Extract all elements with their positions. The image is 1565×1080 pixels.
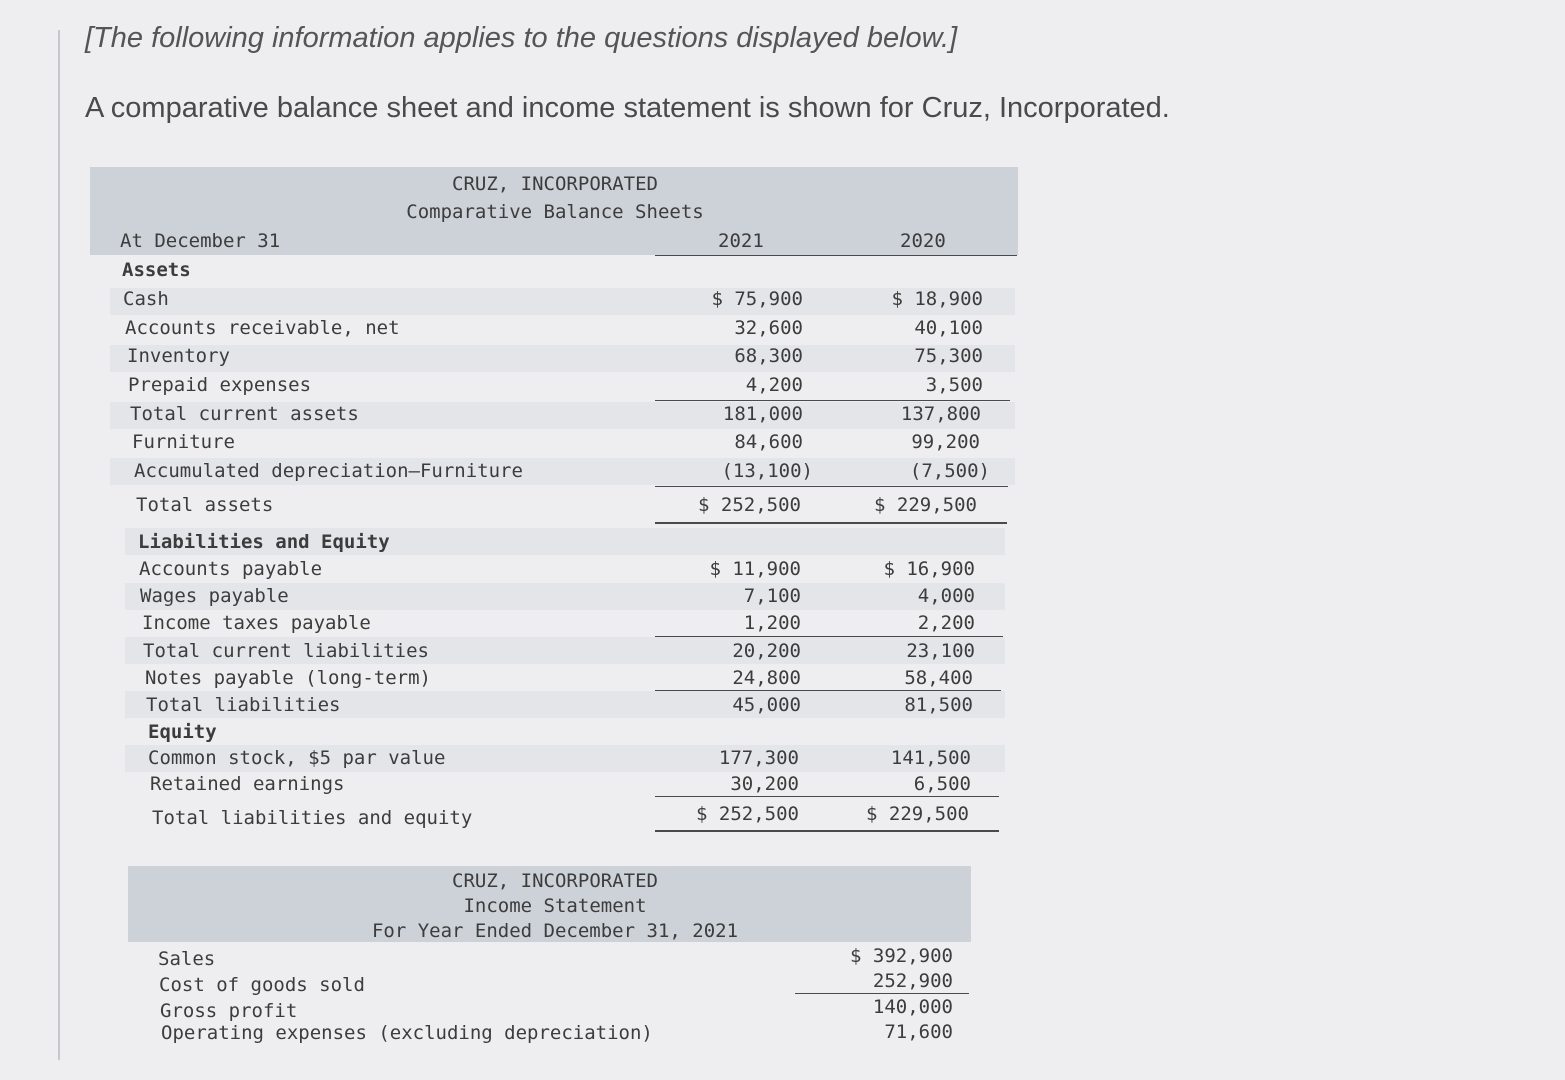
total-rule [655, 522, 1007, 524]
tca-label: Total current assets [130, 403, 359, 425]
equity-heading: Equity [148, 721, 217, 743]
balance-sheet-company: CRUZ, INCORPORATED [452, 173, 658, 195]
cash-2021: $ 75,900 [711, 288, 803, 310]
cogs-label: Cost of goods sold [159, 974, 365, 996]
inventory-label: Inventory [127, 345, 230, 367]
income-statement-period: For Year Ended December 31, 2021 [371, 920, 739, 942]
tl-label: Total liabilities [146, 694, 341, 716]
wages-2021: 7,100 [743, 585, 801, 607]
col-2021-header: 2021 [718, 230, 764, 252]
income-statement-title: Income Statement [463, 895, 647, 917]
tl-2020: 81,500 [904, 694, 973, 716]
tle-2021: $ 252,500 [696, 803, 799, 825]
row-stripe [110, 288, 1015, 315]
total-assets-label: Total assets [136, 494, 274, 516]
row-stripe [110, 345, 1015, 372]
cogs-value: 252,900 [872, 970, 953, 992]
opex-label: Operating expenses (excluding depreciation) [161, 1022, 653, 1044]
cs-2020: 141,500 [890, 747, 971, 769]
tcl-2021: 20,200 [732, 640, 801, 662]
notes-2020: 58,400 [904, 667, 973, 689]
re-2020: 6,500 [913, 773, 971, 795]
accdep-2021: (13,100) [721, 460, 813, 482]
cs-label: Common stock, $5 par value [148, 747, 446, 769]
subtotal-rule [655, 636, 1003, 637]
accdep-2020: (7,500) [909, 460, 990, 482]
tle-label: Total liabilities and equity [152, 807, 473, 829]
furniture-2020: 99,200 [911, 431, 980, 453]
header-rule [655, 255, 1017, 256]
inventory-2021: 68,300 [734, 345, 803, 367]
prepaid-2020: 3,500 [925, 374, 983, 396]
intro-note: [The following information applies to the questions displayed below.] [85, 22, 958, 54]
subtotal-rule [655, 690, 1001, 691]
cs-2021: 177,300 [718, 747, 799, 769]
ap-2020: $ 16,900 [883, 558, 975, 580]
tca-2020: 137,800 [900, 403, 981, 425]
balance-sheet-title: Comparative Balance Sheets [406, 201, 704, 223]
notes-2021: 24,800 [732, 667, 801, 689]
opex-value: 71,600 [884, 1021, 953, 1043]
taxes-2020: 2,200 [917, 612, 975, 634]
total-assets-2021: $ 252,500 [698, 494, 801, 516]
lead-sentence: A comparative balance sheet and income statement is shown for Cruz, Incorporated. [85, 92, 1170, 124]
furniture-2021: 84,600 [734, 431, 803, 453]
furniture-label: Furniture [132, 431, 235, 453]
subtotal-rule [795, 993, 969, 994]
cash-label: Cash [123, 288, 169, 310]
period-label: At December 31 [120, 230, 281, 252]
subtotal-rule [655, 400, 1010, 401]
liabilities-equity-heading: Liabilities and Equity [138, 531, 390, 553]
total-assets-2020: $ 229,500 [874, 494, 977, 516]
sales-label: Sales [158, 948, 216, 970]
subtotal-rule [655, 796, 999, 797]
col-2020-header: 2020 [900, 230, 946, 252]
tle-2020: $ 229,500 [866, 803, 969, 825]
inventory-2020: 75,300 [914, 345, 983, 367]
gross-profit-label: Gross profit [160, 1000, 298, 1022]
ar-2020: 40,100 [914, 317, 983, 339]
accdep-label: Accumulated depreciation—Furniture [134, 460, 523, 482]
tl-2021: 45,000 [732, 694, 801, 716]
taxes-2021: 1,200 [743, 612, 801, 634]
tcl-2020: 23,100 [906, 640, 975, 662]
gross-profit-value: 140,000 [872, 996, 953, 1018]
subtotal-rule [655, 486, 1008, 487]
prepaid-label: Prepaid expenses [128, 374, 312, 396]
total-rule [655, 830, 999, 832]
income-statement-company: CRUZ, INCORPORATED [452, 870, 658, 892]
wages-2020: 4,000 [917, 585, 975, 607]
tca-2021: 181,000 [722, 403, 803, 425]
re-label: Retained earnings [150, 773, 345, 795]
prepaid-2021: 4,200 [745, 374, 803, 396]
sales-value: $ 392,900 [850, 945, 953, 967]
ar-2021: 32,600 [734, 317, 803, 339]
re-2021: 30,200 [730, 773, 799, 795]
ap-label: Accounts payable [139, 558, 323, 580]
assets-heading: Assets [122, 259, 191, 281]
ar-label: Accounts receivable, net [125, 317, 400, 339]
cash-2020: $ 18,900 [891, 288, 983, 310]
taxes-label: Income taxes payable [142, 612, 371, 634]
tcl-label: Total current liabilities [143, 640, 429, 662]
ap-2021: $ 11,900 [709, 558, 801, 580]
notes-label: Notes payable (long-term) [145, 667, 431, 689]
wages-label: Wages payable [140, 585, 289, 607]
